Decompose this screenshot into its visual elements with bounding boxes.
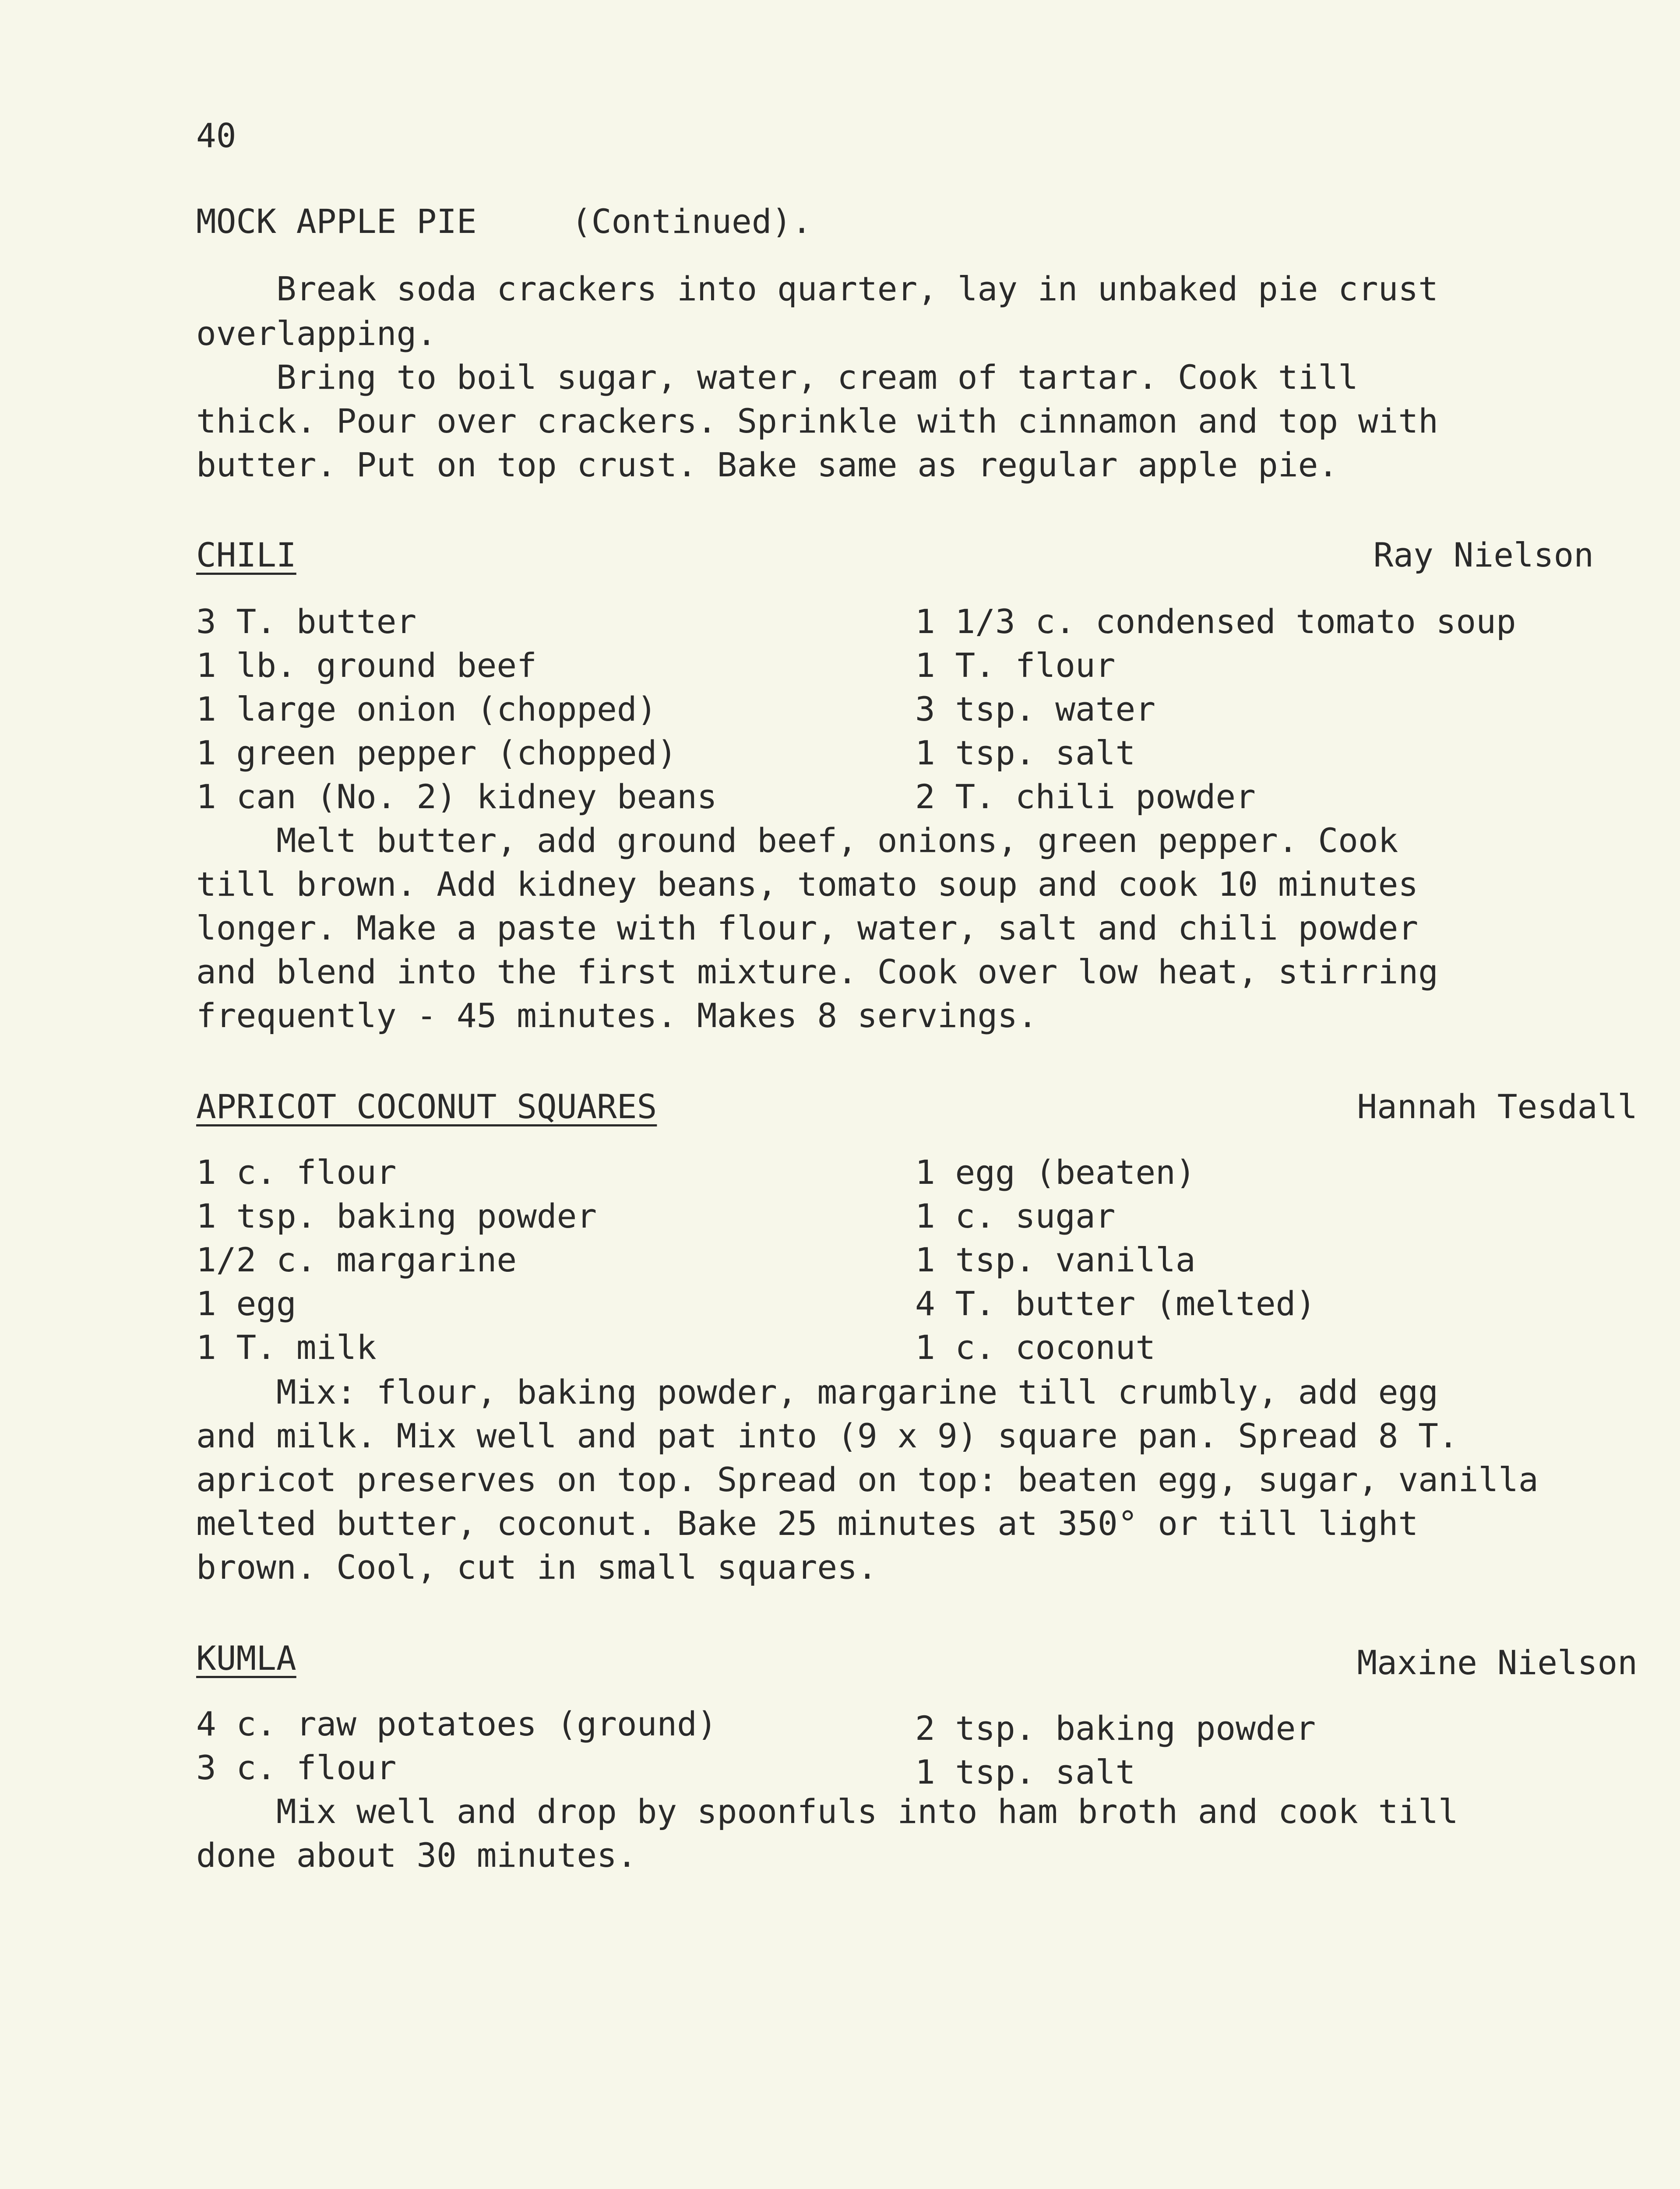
recipe-title-kumla: KUMLA xyxy=(196,1639,296,1678)
ingredient: 1 tsp. baking powder xyxy=(196,1197,597,1235)
ingredient: 1 T. milk xyxy=(196,1328,377,1367)
instruction-line: till brown. Add kidney beans, tomato soup and cook 10 minutes xyxy=(196,865,1419,904)
recipe-author: Hannah Tesdall xyxy=(1357,1087,1638,1126)
instruction-line: Bring to boil sugar, water, cream of tartar. Cook till xyxy=(196,358,1358,397)
instruction-line: Mix well and drop by spoonfuls into ham broth and cook till xyxy=(196,1792,1458,1831)
instruction-line: done about 30 minutes. xyxy=(196,1836,637,1875)
instruction-line: thick. Pour over crackers. Sprinkle with cinnamon and top with xyxy=(196,401,1438,440)
ingredient: 1 c. coconut xyxy=(915,1328,1156,1367)
instruction-line: apricot preserves on top. Spread on top: beaten egg, sugar, vanilla xyxy=(196,1460,1539,1499)
recipe-title-apricot-coconut-squares: APRICOT COCONUT SQUARES xyxy=(196,1087,657,1126)
ingredient: 3 T. butter xyxy=(196,602,417,641)
ingredient: 4 T. butter (melted) xyxy=(915,1284,1316,1323)
ingredient: 1 lb. ground beef xyxy=(196,646,537,685)
instruction-line: longer. Make a paste with flour, water, salt and chili powder xyxy=(196,908,1419,947)
recipe-author: Maxine Nielson xyxy=(1357,1643,1638,1682)
instruction-line: melted butter, coconut. Bake 25 minutes at 350° or till light xyxy=(196,1504,1419,1543)
instruction-line: Break soda crackers into quarter, lay in unbaked pie crust xyxy=(196,269,1438,308)
ingredient: 1 tsp. salt xyxy=(915,1753,1136,1791)
instruction-line: and blend into the first mixture. Cook over low heat, stirring xyxy=(196,952,1438,991)
ingredient: 1 tsp. salt xyxy=(915,733,1136,772)
ingredient: 1 tsp. vanilla xyxy=(915,1240,1196,1279)
ingredient: 1 c. flour xyxy=(196,1153,397,1192)
ingredient: 1 1/3 c. condensed tomato soup xyxy=(915,602,1516,641)
ingredient: 1 green pepper (chopped) xyxy=(196,733,677,772)
ingredient: 3 tsp. water xyxy=(915,690,1156,728)
ingredient: 1 can (No. 2) kidney beans xyxy=(196,777,717,816)
instruction-line: frequently - 45 minutes. Makes 8 servings. xyxy=(196,996,1038,1035)
instruction-line: overlapping. xyxy=(196,314,437,353)
page-number: 40 xyxy=(196,116,236,155)
recipe-title-chili: CHILI xyxy=(196,535,296,574)
instruction-line: brown. Cool, cut in small squares. xyxy=(196,1548,877,1587)
ingredient: 2 T. chili powder xyxy=(915,777,1256,816)
continued-note: (Continued). xyxy=(571,202,812,241)
recipe-author: Ray Nielson xyxy=(1373,535,1594,574)
instruction-line: Mix: flour, baking powder, margarine till crumbly, add egg xyxy=(196,1373,1438,1411)
instruction-line: Melt butter, add ground beef, onions, green pepper. Cook xyxy=(196,821,1398,860)
instruction-line: butter. Put on top crust. Bake same as regular apple pie. xyxy=(196,445,1338,484)
ingredient: 3 c. flour xyxy=(196,1748,397,1787)
ingredient: 1/2 c. margarine xyxy=(196,1240,517,1279)
ingredient: 1 egg xyxy=(196,1284,296,1323)
ingredient: 1 c. sugar xyxy=(915,1197,1116,1235)
ingredient: 2 tsp. baking powder xyxy=(915,1709,1316,1748)
instruction-line: and milk. Mix well and pat into (9 x 9) square pan. Spread 8 T. xyxy=(196,1416,1458,1455)
recipe-title-mock-apple-pie: MOCK APPLE PIE xyxy=(196,202,477,241)
ingredient: 1 egg (beaten) xyxy=(915,1153,1196,1192)
ingredient: 4 c. raw potatoes (ground) xyxy=(196,1704,717,1743)
ingredient: 1 large onion (chopped) xyxy=(196,690,657,728)
ingredient: 1 T. flour xyxy=(915,646,1116,685)
